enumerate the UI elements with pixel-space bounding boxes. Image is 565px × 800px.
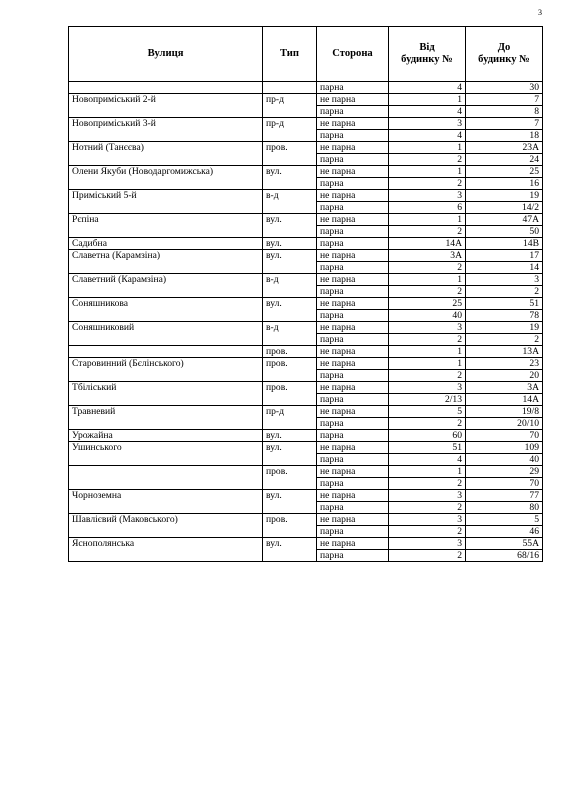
cell-side: парна <box>317 82 389 94</box>
table-row <box>69 394 543 406</box>
cell-to: 13А <box>466 346 543 358</box>
cell-to: 24 <box>466 154 543 166</box>
cell-side: парна <box>317 130 389 142</box>
table-row <box>69 166 543 178</box>
cell-street: Травневий <box>69 406 263 418</box>
cell-type: вул. <box>263 214 317 226</box>
cell-from: 1 <box>389 166 466 178</box>
cell-to: 70 <box>466 430 543 442</box>
cell-from: 2/13 <box>389 394 466 406</box>
cell-street: Олени Якуби (Новодаргомижська) <box>69 166 263 178</box>
cell-side: парна <box>317 502 389 514</box>
cell-to: 30 <box>466 82 543 94</box>
cell-to: 80 <box>466 502 543 514</box>
cell-type: вул. <box>263 166 317 178</box>
cell-street: Новоприміський 2-й <box>69 94 263 106</box>
cell-to: 8 <box>466 106 543 118</box>
cell-type <box>263 418 317 430</box>
cell-to: 3 <box>466 274 543 286</box>
cell-side: парна <box>317 478 389 490</box>
header-to <box>466 27 543 82</box>
table-row <box>69 178 543 190</box>
table-row <box>69 526 543 538</box>
cell-street: Шавлієвий (Маковського) <box>69 514 263 526</box>
cell-from: 1 <box>389 94 466 106</box>
cell-from: 2 <box>389 286 466 298</box>
cell-street <box>69 466 263 478</box>
header-to-line1: До <box>497 41 511 53</box>
cell-side: не парна <box>317 118 389 130</box>
cell-side: парна <box>317 418 389 430</box>
cell-type: пров. <box>263 346 317 358</box>
cell-type <box>263 226 317 238</box>
table-row <box>69 286 543 298</box>
cell-side: не парна <box>317 298 389 310</box>
cell-type: пр-д <box>263 406 317 418</box>
cell-type: пров. <box>263 382 317 394</box>
cell-street: Нотний (Танєєва) <box>69 142 263 154</box>
page-number: 3 <box>538 8 542 17</box>
table-row <box>69 238 543 250</box>
cell-street: Новоприміський 3-й <box>69 118 263 130</box>
table-row <box>69 538 543 550</box>
header-from-line2: будинку № <box>401 54 453 65</box>
cell-to: 2 <box>466 334 543 346</box>
table-header-row <box>69 27 543 82</box>
cell-side: парна <box>317 550 389 562</box>
cell-to: 19 <box>466 190 543 202</box>
cell-side: не парна <box>317 382 389 394</box>
cell-to: 40 <box>466 454 543 466</box>
cell-from: 1 <box>389 346 466 358</box>
cell-from: 60 <box>389 430 466 442</box>
cell-type: пров. <box>263 358 317 370</box>
cell-street <box>69 226 263 238</box>
cell-street <box>69 286 263 298</box>
cell-from: 51 <box>389 442 466 454</box>
cell-from: 5 <box>389 406 466 418</box>
cell-side: парна <box>317 106 389 118</box>
cell-to: 14В <box>466 238 543 250</box>
table-row <box>69 154 543 166</box>
cell-street: Ушинського <box>69 442 263 454</box>
table-row <box>69 346 543 358</box>
cell-to: 29 <box>466 466 543 478</box>
cell-type <box>263 550 317 562</box>
cell-side: парна <box>317 454 389 466</box>
table-row <box>69 262 543 274</box>
cell-type <box>263 394 317 406</box>
cell-side: не парна <box>317 214 389 226</box>
cell-side: не парна <box>317 406 389 418</box>
header-to-line2: будинку № <box>478 54 530 65</box>
cell-street <box>69 130 263 142</box>
table-row <box>69 490 543 502</box>
table-row <box>69 202 543 214</box>
cell-to: 14А <box>466 394 543 406</box>
cell-street <box>69 262 263 274</box>
table-row <box>69 298 543 310</box>
cell-type: в-д <box>263 274 317 286</box>
cell-street <box>69 394 263 406</box>
cell-to: 18 <box>466 130 543 142</box>
cell-to: 23А <box>466 142 543 154</box>
table-row <box>69 214 543 226</box>
cell-side: не парна <box>317 250 389 262</box>
cell-street <box>69 418 263 430</box>
cell-type <box>263 526 317 538</box>
table-row <box>69 118 543 130</box>
cell-street <box>69 106 263 118</box>
cell-side: парна <box>317 226 389 238</box>
table-row <box>69 382 543 394</box>
cell-to: 51 <box>466 298 543 310</box>
cell-type: вул. <box>263 238 317 250</box>
cell-side: не парна <box>317 190 389 202</box>
cell-from: 2 <box>389 178 466 190</box>
cell-side: парна <box>317 430 389 442</box>
cell-from: 25 <box>389 298 466 310</box>
cell-street: Славетна (Карамзіна) <box>69 250 263 262</box>
cell-from: 3 <box>389 538 466 550</box>
cell-type <box>263 334 317 346</box>
cell-street: Славетний (Карамзіна) <box>69 274 263 286</box>
table-row <box>69 478 543 490</box>
cell-side: парна <box>317 526 389 538</box>
cell-from: 4 <box>389 106 466 118</box>
table-row <box>69 250 543 262</box>
cell-from: 1 <box>389 274 466 286</box>
cell-side: не парна <box>317 94 389 106</box>
table-row <box>69 358 543 370</box>
cell-to: 2 <box>466 286 543 298</box>
cell-type <box>263 106 317 118</box>
table-row <box>69 370 543 382</box>
cell-side: парна <box>317 178 389 190</box>
cell-street <box>69 370 263 382</box>
cell-street <box>69 478 263 490</box>
cell-side: не парна <box>317 142 389 154</box>
cell-from: 3 <box>389 490 466 502</box>
cell-type: пров. <box>263 466 317 478</box>
cell-street <box>69 526 263 538</box>
cell-from: 4 <box>389 130 466 142</box>
cell-from: 1 <box>389 214 466 226</box>
cell-to: 14/2 <box>466 202 543 214</box>
cell-type <box>263 454 317 466</box>
cell-type <box>263 310 317 322</box>
cell-from: 1 <box>389 142 466 154</box>
cell-type <box>263 82 317 94</box>
cell-to: 5 <box>466 514 543 526</box>
cell-type: вул. <box>263 430 317 442</box>
cell-street <box>69 454 263 466</box>
cell-from: 4 <box>389 454 466 466</box>
cell-side: парна <box>317 394 389 406</box>
table-row <box>69 550 543 562</box>
cell-side: парна <box>317 202 389 214</box>
cell-from: 2 <box>389 502 466 514</box>
cell-type: пр-д <box>263 118 317 130</box>
cell-from: 2 <box>389 526 466 538</box>
cell-to: 20 <box>466 370 543 382</box>
cell-to: 7 <box>466 94 543 106</box>
cell-to: 14 <box>466 262 543 274</box>
street-table <box>68 26 543 562</box>
cell-to: 50 <box>466 226 543 238</box>
cell-from: 4 <box>389 82 466 94</box>
cell-from: 1 <box>389 358 466 370</box>
cell-from: 3 <box>389 322 466 334</box>
cell-type <box>263 370 317 382</box>
cell-side: не парна <box>317 514 389 526</box>
cell-to: 19/8 <box>466 406 543 418</box>
cell-from: 40 <box>389 310 466 322</box>
cell-type <box>263 502 317 514</box>
cell-to: 23 <box>466 358 543 370</box>
cell-street <box>69 346 263 358</box>
header-from <box>389 27 466 82</box>
cell-street: Старовинний (Бєлінського) <box>69 358 263 370</box>
cell-to: 70 <box>466 478 543 490</box>
table-row <box>69 322 543 334</box>
cell-type: в-д <box>263 190 317 202</box>
cell-side: парна <box>317 334 389 346</box>
cell-type <box>263 154 317 166</box>
table-row <box>69 310 543 322</box>
cell-from: 2 <box>389 550 466 562</box>
cell-side: не парна <box>317 490 389 502</box>
header-type: Тип <box>263 27 317 82</box>
cell-street: Яснополянська <box>69 538 263 550</box>
cell-street <box>69 82 263 94</box>
cell-street <box>69 202 263 214</box>
table-row <box>69 418 543 430</box>
cell-type: вул. <box>263 250 317 262</box>
cell-street: Соняшниковий <box>69 322 263 334</box>
cell-type: в-д <box>263 322 317 334</box>
table-row <box>69 454 543 466</box>
cell-type: вул. <box>263 490 317 502</box>
table-row <box>69 106 543 118</box>
cell-street: Рєпіна <box>69 214 263 226</box>
table-row <box>69 430 543 442</box>
cell-from: 2 <box>389 370 466 382</box>
cell-type <box>263 262 317 274</box>
cell-street: Соняшникова <box>69 298 263 310</box>
cell-to: 77 <box>466 490 543 502</box>
cell-type <box>263 202 317 214</box>
cell-side: не парна <box>317 466 389 478</box>
cell-side: парна <box>317 262 389 274</box>
table-row <box>69 406 543 418</box>
cell-to: 55А <box>466 538 543 550</box>
cell-type: пров. <box>263 142 317 154</box>
cell-from: 3А <box>389 250 466 262</box>
cell-from: 2 <box>389 418 466 430</box>
cell-street: Приміський 5-й <box>69 190 263 202</box>
cell-side: парна <box>317 370 389 382</box>
cell-type: вул. <box>263 298 317 310</box>
cell-street: Урожайна <box>69 430 263 442</box>
cell-from: 6 <box>389 202 466 214</box>
table-row <box>69 226 543 238</box>
table-row <box>69 514 543 526</box>
table-row <box>69 82 543 94</box>
cell-to: 25 <box>466 166 543 178</box>
cell-from: 3 <box>389 382 466 394</box>
table-row <box>69 442 543 454</box>
cell-from: 2 <box>389 334 466 346</box>
cell-side: не парна <box>317 538 389 550</box>
table-row <box>69 130 543 142</box>
table-row <box>69 94 543 106</box>
cell-side: парна <box>317 154 389 166</box>
cell-side: парна <box>317 310 389 322</box>
header-street: Вулиця <box>69 27 263 82</box>
cell-to: 3А <box>466 382 543 394</box>
table-row <box>69 466 543 478</box>
table-row <box>69 142 543 154</box>
cell-to: 7 <box>466 118 543 130</box>
cell-from: 2 <box>389 478 466 490</box>
cell-from: 14А <box>389 238 466 250</box>
header-side: Сторона <box>317 27 389 82</box>
cell-from: 3 <box>389 514 466 526</box>
cell-from: 2 <box>389 262 466 274</box>
cell-street: Чорноземна <box>69 490 263 502</box>
table-row <box>69 274 543 286</box>
table-row <box>69 190 543 202</box>
cell-type: пр-д <box>263 94 317 106</box>
cell-street: Тбіліський <box>69 382 263 394</box>
cell-to: 78 <box>466 310 543 322</box>
cell-to: 68/16 <box>466 550 543 562</box>
cell-street <box>69 154 263 166</box>
cell-type: вул. <box>263 442 317 454</box>
cell-street: Садибна <box>69 238 263 250</box>
cell-street <box>69 502 263 514</box>
cell-from: 1 <box>389 466 466 478</box>
cell-to: 47А <box>466 214 543 226</box>
cell-to: 16 <box>466 178 543 190</box>
cell-side: парна <box>317 286 389 298</box>
cell-type <box>263 130 317 142</box>
cell-side: парна <box>317 238 389 250</box>
cell-street <box>69 334 263 346</box>
cell-from: 2 <box>389 226 466 238</box>
cell-from: 2 <box>389 154 466 166</box>
cell-to: 109 <box>466 442 543 454</box>
header-from-line1: Від <box>419 41 435 53</box>
cell-type <box>263 478 317 490</box>
cell-street <box>69 178 263 190</box>
cell-side: не парна <box>317 166 389 178</box>
table-row <box>69 334 543 346</box>
cell-from: 3 <box>389 118 466 130</box>
cell-type: вул. <box>263 538 317 550</box>
cell-side: не парна <box>317 322 389 334</box>
cell-side: не парна <box>317 346 389 358</box>
cell-to: 19 <box>466 322 543 334</box>
cell-type <box>263 178 317 190</box>
table-row <box>69 502 543 514</box>
cell-to: 20/10 <box>466 418 543 430</box>
cell-street <box>69 550 263 562</box>
cell-from: 3 <box>389 190 466 202</box>
cell-to: 46 <box>466 526 543 538</box>
cell-street <box>69 310 263 322</box>
cell-side: не парна <box>317 442 389 454</box>
cell-type <box>263 286 317 298</box>
cell-side: не парна <box>317 358 389 370</box>
cell-to: 17 <box>466 250 543 262</box>
cell-type: пров. <box>263 514 317 526</box>
cell-side: не парна <box>317 274 389 286</box>
